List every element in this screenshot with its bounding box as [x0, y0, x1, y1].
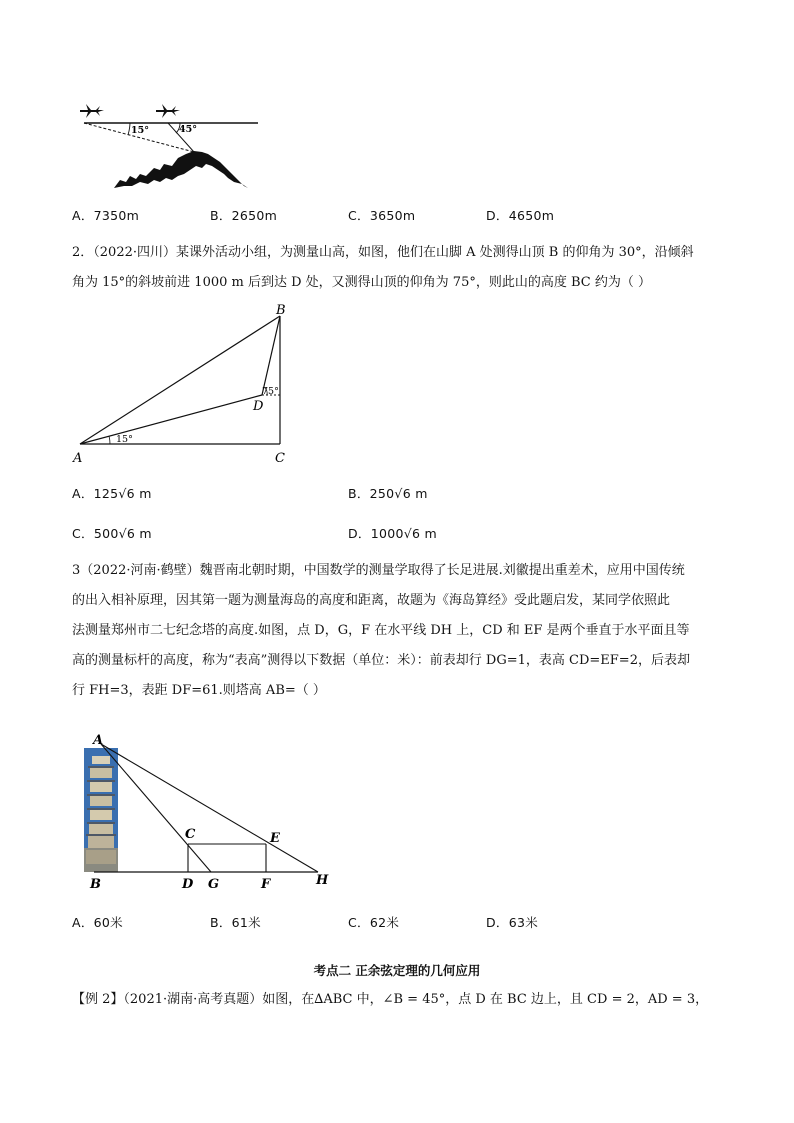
- q3-option-b[interactable]: B．61米: [210, 915, 261, 930]
- q2-option-b[interactable]: B．250√6 m: [348, 486, 428, 501]
- q3-label-d: D: [182, 877, 194, 892]
- q1-angle-15: 15°: [131, 125, 149, 136]
- q2-question: [72, 238, 722, 298]
- q2-label-b: B: [276, 303, 286, 318]
- example-2-text: 【例 2】（2021·湖南·高考真题）如图，在∆ABC 中，∠B = 45°，点 D 在 BC 边上，且 CD = 2，AD = 3，: [72, 992, 709, 1007]
- q1-option-a[interactable]: A．7350m: [72, 208, 140, 223]
- section-heading: 考点二 正余弦定理的几何应用: [313, 963, 481, 978]
- q3-label-c: C: [185, 827, 196, 842]
- q3-option-c[interactable]: C．62米: [348, 915, 400, 930]
- q3-line-3: 法测量郑州市二七纪念塔的高度.如图，点 D，G，F 在水平线 DH 上，CD 和 EF 是两个垂直于水平面且等: [72, 623, 690, 638]
- q2-option-d[interactable]: D．1000√6 m: [348, 526, 438, 541]
- q3-option-a[interactable]: A．60米: [72, 915, 123, 930]
- q3-label-b: B: [90, 877, 101, 892]
- q3-label-g: G: [208, 877, 220, 892]
- q3-line-4: 高的测量标杆的高度，称为“表高”测得以下数据（单位：米）：前表却行 DG=1，表高 CD=EF=2，后表却: [72, 653, 690, 668]
- q3-line-1: 3（2022·河南·鹤壁）魏晋南北朝时期，中国数学的测量学取得了长足进展.刘徽提出重差术，应用中国传统: [72, 563, 685, 578]
- q2-option-c[interactable]: C．500√6 m: [72, 526, 152, 541]
- q1-figure: [74, 96, 264, 196]
- q3-label-a: A: [93, 733, 104, 748]
- q2-figure: [70, 302, 300, 468]
- q3-label-f: F: [261, 877, 271, 892]
- q3-figure: [80, 730, 340, 892]
- q2-line-2: 角为 15°的斜坡前进 1000 m 后到达 D 处，又测得山顶的仰角为 75°，则此山的高度 BC 约为（ ）: [72, 275, 651, 290]
- q3-label-h: H: [316, 873, 329, 888]
- q2-label-a: A: [73, 451, 83, 466]
- q2-angle-75: 75°: [262, 386, 279, 397]
- airplane-icon: [80, 104, 104, 118]
- q2-option-a[interactable]: A．125√6 m: [72, 486, 152, 501]
- q2-angle-15: 15°: [116, 434, 133, 445]
- q3-option-d[interactable]: D．63米: [486, 915, 539, 930]
- mountain-silhouette: [114, 151, 248, 188]
- q2-label-d: D: [253, 399, 264, 414]
- q1-option-c[interactable]: C．3650m: [348, 208, 416, 223]
- q3-label-e: E: [270, 831, 280, 846]
- q3-line-2: 的出入相补原理，因其第一题为测量海岛的高度和距离，故题为《海岛算经》受此题启发，某同学依照此: [72, 593, 671, 608]
- q3-line-5: 行 FH=3，表距 DF=61.则塔高 AB=（ ）: [72, 683, 326, 698]
- tower-image: [84, 748, 118, 872]
- q1-option-b[interactable]: B．2650m: [210, 208, 278, 223]
- q1-angle-45: 45°: [179, 124, 197, 135]
- q3-question: [72, 556, 722, 706]
- airplane-icon: [156, 104, 180, 118]
- q1-option-d[interactable]: D．4650m: [486, 208, 555, 223]
- q2-label-c: C: [275, 451, 285, 466]
- q2-line-1: 2．（2022·四川）某课外活动小组，为测量山高，如图，他们在山脚 A 处测得山顶 B 的仰角为 30°，沿倾斜: [72, 245, 694, 260]
